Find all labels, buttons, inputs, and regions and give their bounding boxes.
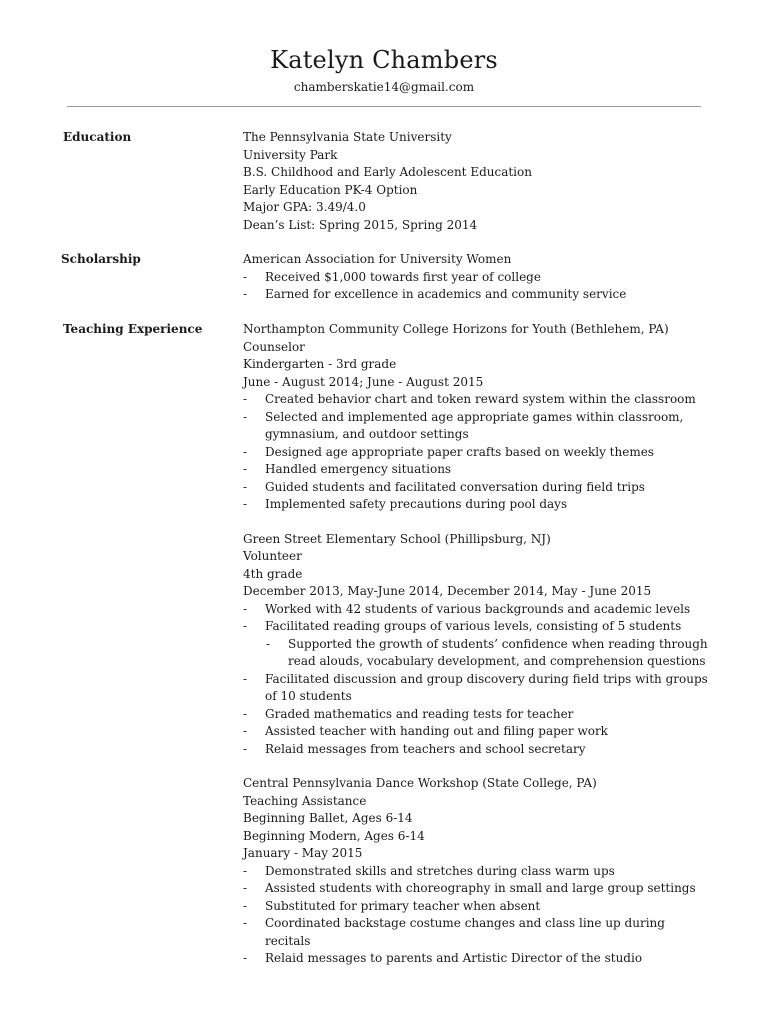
education-line: B.S. Childhood and Early Adolescent Education	[243, 165, 532, 179]
list-item: - Graded mathematics and reading tests for teacher	[243, 706, 713, 724]
bullet-dash: -	[243, 444, 248, 459]
education-line: Dean’s List: Spring 2015, Spring 2014	[243, 217, 478, 232]
education-line: The Pennsylvania State University	[243, 130, 452, 144]
list-item: - Coordinated backstage costume changes and class line up during recitals	[243, 916, 665, 948]
list-item: - Created behavior chart and token reward system within the classroom	[243, 391, 713, 409]
list-item: - Assisted students with choreography in small and large group settings	[243, 880, 713, 898]
bullet-dash: -	[243, 462, 248, 476]
bullet-dash: -	[243, 392, 248, 406]
list-item: - Relaid messages to parents and Artistic Director of the studio	[243, 950, 713, 968]
job-dates: December 2013, May-June 2014, December 2014, May - June 2015	[243, 584, 652, 598]
list-item: - Selected and implemented age appropriate games within classroom, gymnasium, and outdoor settings	[243, 409, 684, 441]
list-item: - Facilitated discussion and group discovery during field trips with groups of 10 students	[243, 671, 708, 703]
sub-list-item: - Supported the growth of students’ confidence when reading through read alouds, vocabulary development, and comprehension questions	[266, 636, 708, 668]
job-detail: Kindergarten - 3rd grade	[243, 357, 397, 371]
bullet-dash: -	[243, 287, 248, 301]
candidate-name: Katelyn Chambers	[270, 46, 498, 74]
list-item: - Received $1,000 towards first year of college	[243, 269, 713, 287]
list-item: - Guided students and facilitated conversation during field trips	[243, 479, 713, 497]
job-role: Counselor	[243, 339, 305, 354]
scholarship-content	[243, 251, 713, 304]
bullet-dash: -	[243, 497, 248, 511]
job-detail: 4th grade	[243, 566, 303, 581]
list-item: - Designed age appropriate paper crafts based on weekly themes	[243, 444, 713, 462]
job-dates: January - May 2015	[243, 846, 363, 860]
bullet-dash: -	[243, 269, 248, 284]
list-item: - Facilitated reading groups of various levels, consisting of 5 students	[243, 618, 713, 636]
list-item: - Assisted teacher with handing out and filing paper work	[243, 723, 713, 741]
bullet-dash: -	[243, 409, 248, 424]
job-detail: Beginning Modern, Ages 6-14	[243, 828, 425, 843]
teaching-label: Teaching Experience	[63, 322, 203, 336]
list-item: - Relaid messages from teachers and school secretary	[243, 741, 713, 759]
bullet-dash: -	[243, 741, 248, 756]
bullet-dash: -	[243, 724, 248, 738]
bullet-dash: -	[243, 898, 248, 913]
header-divider	[67, 106, 701, 107]
scholarship-label: Scholarship	[61, 252, 141, 266]
bullet-dash: -	[243, 619, 248, 633]
bullet-dash: -	[266, 636, 271, 651]
list-item: - Handled emergency situations	[243, 461, 713, 479]
bullet-dash: -	[243, 706, 248, 721]
job-detail: Beginning Ballet, Ages 6-14	[243, 811, 413, 825]
job-org: Central Pennsylvania Dance Workshop (State College, PA)	[243, 776, 597, 790]
job-org: Green Street Elementary School (Phillipsburg, NJ)	[243, 531, 551, 546]
bullet-dash: -	[243, 479, 248, 494]
job-role: Volunteer	[243, 549, 302, 563]
list-item: - Implemented safety precautions during pool days	[243, 496, 713, 514]
education-line: Early Education PK-4 Option	[243, 182, 418, 197]
scholarship-title: American Association for University Women	[243, 252, 512, 266]
education-label: Education	[63, 130, 132, 144]
job-role: Teaching Assistance	[243, 793, 367, 808]
list-item: - Earned for excellence in academics and community service	[243, 286, 713, 304]
job-org: Northampton Community College Horizons for Youth (Bethlehem, PA)	[243, 322, 669, 336]
list-item: - Worked with 42 students of various backgrounds and academic levels	[243, 601, 713, 619]
bullet-dash: -	[243, 671, 248, 686]
bullet-dash: -	[243, 881, 248, 895]
job-dates: June - August 2014; June - August 2015	[243, 374, 484, 389]
education-line: University Park	[243, 147, 338, 162]
education-line: Major GPA: 3.49/4.0	[243, 200, 366, 214]
bullet-dash: -	[243, 916, 248, 930]
bullet-dash: -	[243, 601, 248, 616]
teaching-content	[243, 321, 713, 968]
list-item: - Demonstrated skills and stretches during class warm ups	[243, 863, 713, 881]
bullet-dash: -	[243, 951, 248, 965]
list-item: - Substituted for primary teacher when absent	[243, 898, 713, 916]
bullet-dash: -	[243, 863, 248, 878]
contact-email[interactable]: chamberskatie14@gmail.com	[293, 80, 475, 94]
education-content	[243, 129, 713, 234]
